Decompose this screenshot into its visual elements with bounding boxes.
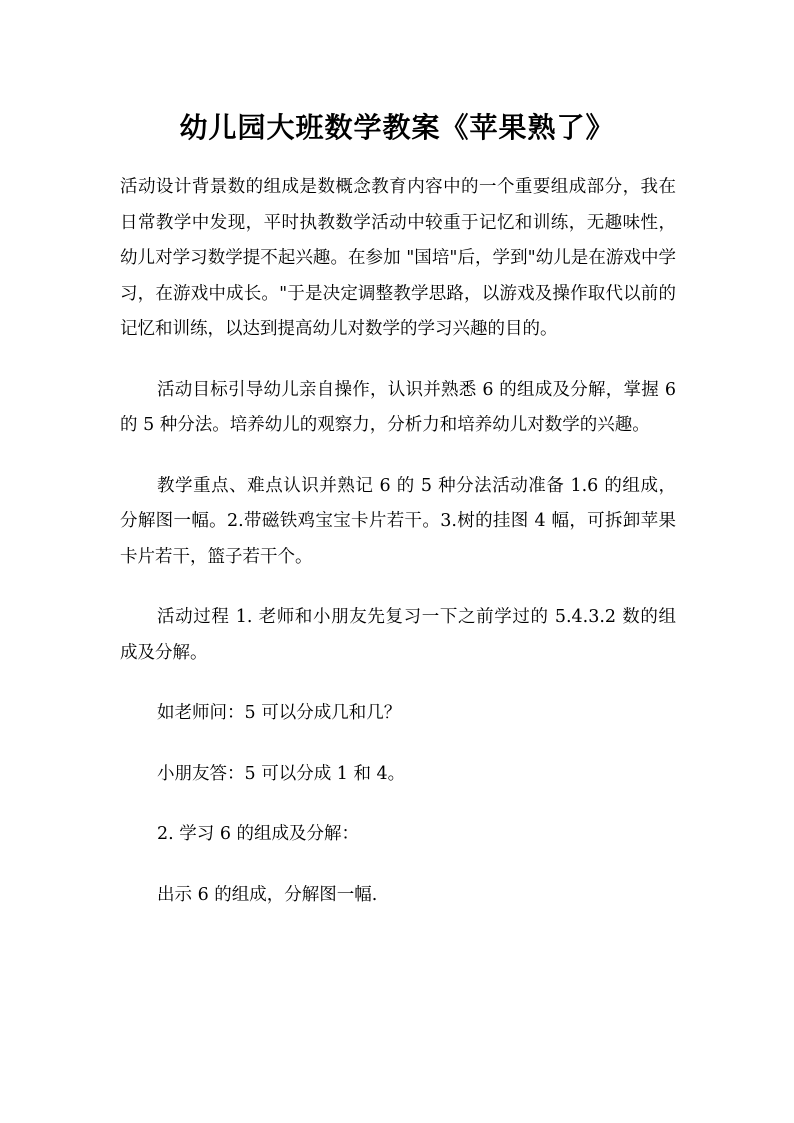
paragraph-process-step-2: 2. 学习 6 的组成及分解： — [157, 824, 360, 844]
paragraph-key-points: 教学重点、难点认识并熟记 6 的 5 种分法活动准备 1.6 的组成，分解图一幅。2.带磁铁鸡宝宝卡片若干。3.树的挂图 4 幅，可拆卸苹果卡片若干，篮子若干个。 — [120, 475, 676, 567]
paragraph-teacher-question: 如老师问：5 可以分成几和几？ — [157, 703, 402, 723]
paragraph-process-step-1: 活动过程 1. 老师和小朋友先复习一下之前学过的 5.4.3.2 数的组成及分解。 — [120, 607, 676, 663]
paragraph-objectives: 活动目标引导幼儿亲自操作，认识并熟悉 6 的组成及分解，掌握 6 的 5 种分法。培养幼儿的观察力，分析力和培养幼儿对数学的兴趣。 — [120, 379, 676, 435]
document-body — [120, 170, 676, 938]
document-title: 幼儿园大班数学教案《苹果熟了》 — [179, 111, 615, 144]
paragraph-background: 活动设计背景数的组成是数概念教育内容中的一个重要组成部分，我在日常教学中发现，平时执教数学活动中较重于记忆和训练，无趣味性，幼儿对学习数学提不起兴趣。在参加 "国培"后，学到"幼儿是在游戏中学习，在游戏中成长。"于是决定调整教学思路，以游戏及操作取代以前的记忆和训练，以达到提高幼儿对数学的学习兴趣的目的。 — [120, 177, 676, 339]
paragraph-child-answer: 小朋友答：5 可以分成 1 和 4。 — [157, 763, 406, 784]
paragraph-show-diagram: 出示 6 的组成，分解图一幅. — [157, 884, 378, 905]
